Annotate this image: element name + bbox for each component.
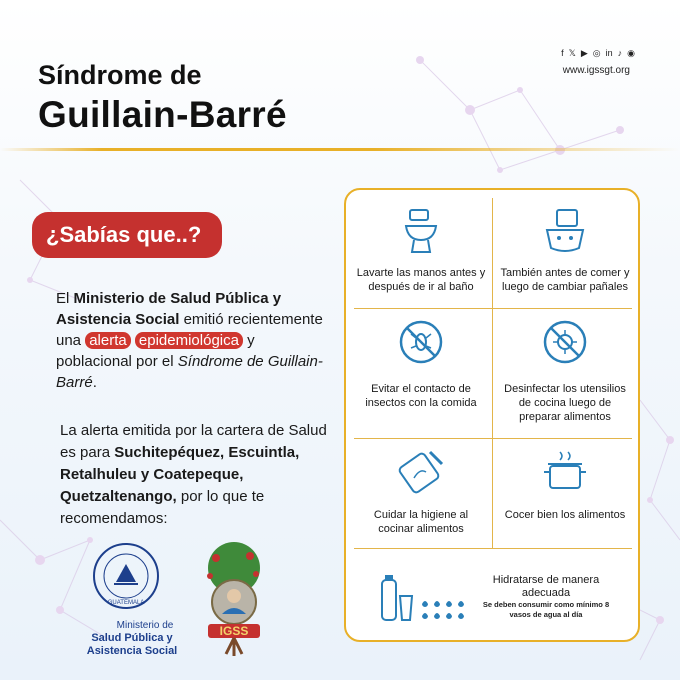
highlight-alerta: alerta	[85, 332, 131, 349]
title-line1: Síndrome de	[38, 60, 202, 90]
hydration-subtitle: Se deben consumir como mínimo 8 vasos de agua al día	[482, 600, 610, 619]
tip-text: Cocer bien los alimentos	[504, 509, 626, 521]
water-bottle-icon	[376, 574, 468, 622]
no-insects-icon	[397, 318, 445, 366]
p2-departments: Suchitepéquez, Escuintla, Retalhuleu y Coatepeque, Quetzaltenango,	[60, 444, 300, 505]
p2-text-c: por lo que te recomendamos:	[60, 488, 265, 527]
p1-syndrome: Síndrome de Guillain-Barré	[56, 353, 323, 391]
card-divider-vertical	[492, 198, 493, 548]
toilet-icon	[400, 208, 442, 256]
card-divider-2	[354, 438, 632, 439]
recommendations-card	[344, 188, 640, 642]
svg-text:IGSS: IGSS	[219, 624, 249, 638]
x-icon[interactable]: 𝕏	[568, 48, 576, 58]
p1-text-d: y poblacional por el	[56, 332, 255, 370]
ministerio-line1: Ministerio de	[116, 620, 174, 631]
linkedin-icon[interactable]: in	[605, 48, 613, 58]
cutting-board-icon	[396, 448, 446, 494]
social-icons	[561, 48, 635, 59]
hydration-title: Hidratarse de manera adecuada	[492, 574, 600, 599]
title-line2: Guillain-Barré	[38, 94, 287, 135]
highlight-epidemiologica: epidemiológica	[135, 332, 243, 349]
tip-text: También antes de comer y luego de cambiar pañales	[500, 267, 630, 293]
no-germs-icon	[541, 318, 589, 366]
tip-card	[356, 318, 486, 410]
p1-text-a: El	[56, 290, 74, 307]
diaper-icon	[543, 208, 587, 256]
website-link[interactable]: www.igssgt.org	[562, 65, 630, 76]
tiktok-icon[interactable]: ♪	[617, 48, 623, 58]
spotify-icon[interactable]: ◉	[627, 48, 635, 58]
card-divider-1	[354, 308, 632, 309]
p1-text-f: .	[92, 374, 97, 391]
alert-paragraph	[60, 420, 330, 530]
ministerio-line2: Salud Pública y	[91, 632, 173, 644]
cooking-pot-icon	[540, 448, 590, 494]
intro-paragraph	[56, 288, 326, 393]
facebook-icon[interactable]: f	[561, 48, 564, 58]
gold-divider	[0, 148, 680, 151]
p1-ministry: Ministerio de Salud Pública y Asistencia Social	[56, 290, 282, 328]
tip-text: Cuidar la higiene al cocinar alimentos	[373, 509, 469, 535]
guatemala-seal-icon	[92, 542, 160, 610]
card-divider-3	[354, 548, 632, 549]
tip-card	[498, 318, 632, 424]
tip-text: Lavarte las manos antes y después de ir al baño	[356, 267, 486, 293]
tip-card	[498, 448, 632, 522]
tip-text: Desinfectar los utensilios de cocina luego de preparar alimentos	[504, 383, 626, 423]
instagram-icon[interactable]: ◎	[592, 48, 601, 58]
sabias-badge: ¿Sabías que..?	[32, 212, 222, 258]
tip-card	[498, 208, 632, 294]
igss-logo	[186, 540, 282, 658]
tip-text: Evitar el contacto de insectos con la comida	[365, 383, 477, 409]
tip-card	[356, 448, 486, 536]
svg-text:GUATEMALA: GUATEMALA	[107, 600, 145, 606]
ministerio-line3: Asistencia Social	[86, 645, 178, 657]
p1-text-c: emitió recientemente una	[56, 311, 323, 349]
tip-card	[356, 208, 486, 294]
p2-text-a: La alerta emitida por la cartera de Salud es para	[60, 422, 327, 461]
youtube-icon[interactable]: ▶	[580, 48, 588, 58]
